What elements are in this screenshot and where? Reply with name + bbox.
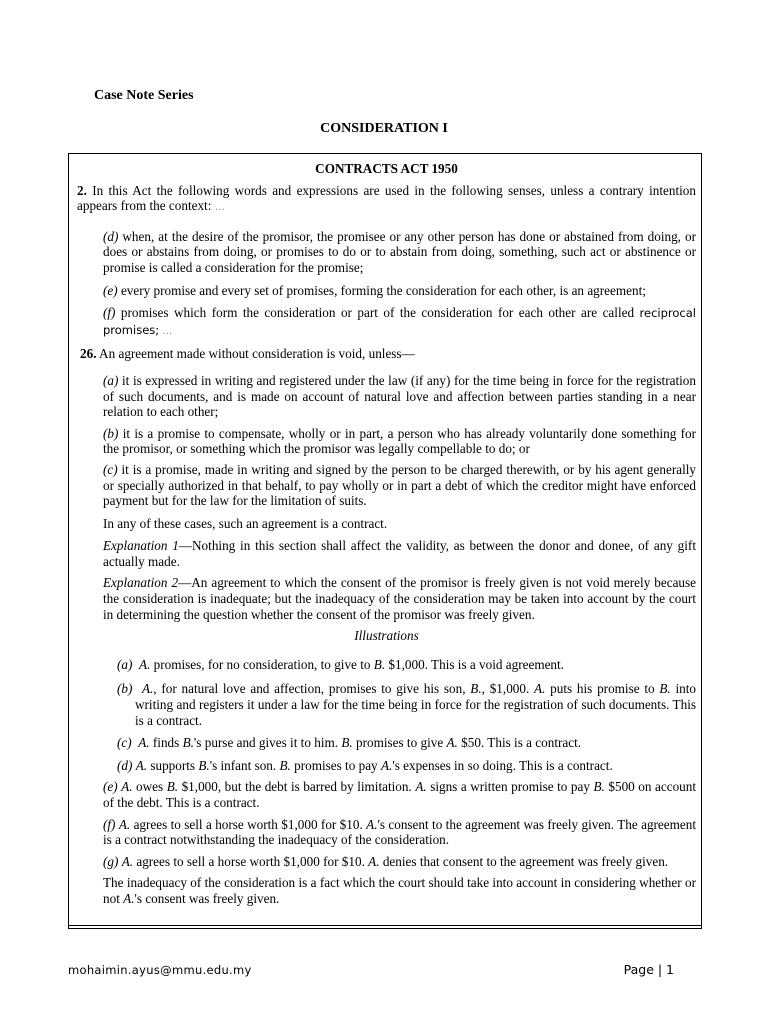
page-number: Page | 1 [623, 962, 674, 977]
section-26-a: (a) it is expressed in writing and registered under the law (if any) for the time being in force for the registration of such documents, and is made on account of natural love and affection between parties standing in a near relation to each other; [103, 372, 696, 420]
illustration-f: (f) A. agrees to sell a horse worth $1,000 for $10. A.'s consent to the agreement was freely given. The agreement is a contract notwithstanding the inadequacy of the consideration. [103, 816, 697, 848]
section-2: 2. In this Act the following words and expressions are used in the following senses, unless a contrary intention appears from the context: … [77, 182, 696, 214]
illustrations-heading: Illustrations [354, 628, 419, 644]
illustration-e: (e) A. owes B. $1,000, but the debt is barred by limitation. A. signs a written promise to pay B. $500 on account of the debt. This is a contract. [103, 779, 697, 810]
section-2-e: (e) every promise and every set of promises, forming the consideration for each other, is an agreement; [103, 282, 646, 298]
explanation-2: Explanation 2—An agreement to which the consent of the promisor is freely given is not void merely because the consideration is inadequate; but the inadequacy of the consideration may be taken into account by the court in determining the question whether the consent of the promisor was freely given. [103, 575, 697, 622]
illustration-g: (g) A. agrees to sell a horse worth $1,000 for $10. A. denies that consent to the agreement was freely given. [103, 853, 669, 869]
statute-box [68, 153, 702, 929]
illustration-a: (a) A. promises, for no consideration, to give to B. $1,000. This is a void agreement. [117, 656, 564, 672]
act-heading: CONTRACTS ACT 1950 [315, 161, 458, 176]
explanation-1: Explanation 1—Nothing in this section shall affect the validity, as between the donor and donee, of any gift actually made. [103, 538, 696, 569]
page-title: CONSIDERATION I [320, 121, 448, 136]
section-26-c: (c) it is a promise, made in writing and signed by the person to be charged therewith, or by his agent generally or specially authorized in that behalf, to pay wholly or in part a debt of which the creditor might have enforced payment but for the law for the limitation of suits. [103, 461, 696, 509]
illustration-closing: The inadequacy of the consideration is a fact which the court should take into account in considering whether or not A.'s consent was freely given. [103, 875, 696, 906]
illustration-c: (c) A. finds B.'s purse and gives it to him. B. promises to give A. $50. This is a contract. [117, 735, 582, 751]
author-email: mohaimin.ayus@mmu.edu.my [68, 963, 252, 977]
illustration-d: (d) A. supports B.'s infant son. B. promises to pay A.'s expenses in so doing. This is a contract. [117, 757, 613, 773]
series-label: Case Note Series [94, 88, 194, 103]
illustration-b: (b) A., for natural love and affection, promises to give his son, B., $1,000. A. puts his promise to B. into writing and registers it under a law for the time being in force for the registration of such documents. This is a contract. [117, 681, 697, 728]
statute-content [77, 161, 696, 907]
contract-line: In any of these cases, such an agreement is a contract. [103, 515, 388, 531]
section-2-d: (d) when, at the desire of the promisor, the promisee or any other person has done or abstained from doing, or does or abstains from doing, or promises to do or to abstain from doing, something, such act or abstinence or promise is called a consideration for the promise; [103, 228, 696, 275]
section-26-b: (b) it is a promise to compensate, wholly or in part, a person who has already voluntarily done something for the promisor, or something which the promisor was legally compellable to do; or [103, 425, 696, 457]
section-26: 26. An agreement made without consideration is void, unless— [80, 346, 415, 362]
section-2-f: (f) promises which form the consideration or part of the consideration for each other are called reciprocal promises; … [103, 305, 696, 337]
